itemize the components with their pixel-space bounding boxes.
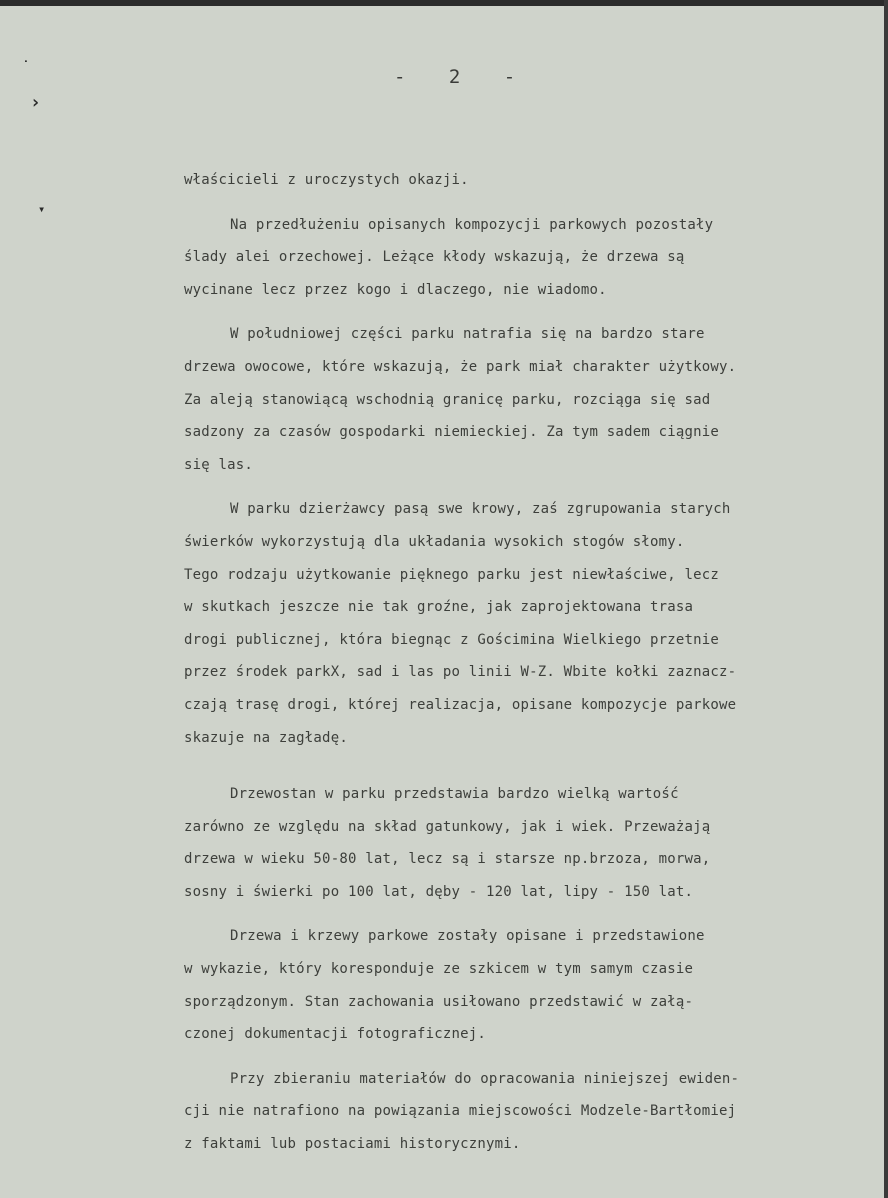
paragraph (184, 1063, 854, 1161)
page-number: - 2 - (394, 66, 532, 88)
text-line: Drzewa i krzewy parkowe zostały opisane i przedstawione (230, 928, 705, 945)
text-line: w skutkach jeszcze nie tak groźne, jak zaprojektowana trasa (184, 599, 694, 616)
text-line: skazuje na zagładę. (184, 729, 348, 746)
text-line: drogi publicznej, która biegnąc z Gościmina Wielkiego przetnie (184, 631, 719, 648)
scan-border-top (0, 0, 888, 6)
paragraph (184, 920, 854, 1050)
text-line: wycinane lecz przez kogo i dlaczego, nie wiadomo. (184, 281, 607, 298)
text-line: w wykazie, który koresponduje ze szkicem w tym samym czasie (184, 961, 694, 978)
text-line: Drzewostan w parku przedstawia bardzo wielką wartość (230, 786, 679, 803)
scan-border-right (884, 0, 888, 1198)
text-line: Tego rodzaju użytkowanie pięknego parku jest niewłaściwe, lecz (184, 566, 719, 583)
paragraph (184, 493, 854, 754)
body-text (184, 164, 854, 1161)
text-line: z faktami lub postaciami historycznymi. (184, 1136, 521, 1153)
punch-mark: › (30, 92, 41, 113)
punch-mark: ▾ (38, 202, 46, 216)
text-line: ślady alei orzechowej. Leżące kłody wskazują, że drzewa są (184, 249, 685, 266)
text-line: przez środek parkX, sad i las po linii W-Z. Wbite kołki zaznacz- (184, 664, 737, 681)
text-line: czają trasę drogi, której realizacja, opisane kompozycje parkowe (184, 696, 737, 713)
text-line: zarówno ze względu na skład gatunkowy, jak i wiek. Przeważają (184, 818, 711, 835)
text-line: W południowej części parku natrafia się na bardzo stare (230, 326, 705, 343)
text-line: W parku dzierżawcy pasą swe krowy, zaś zgrupowania starych (230, 501, 731, 518)
text-line: Za aleją stanowiącą wschodnią granicę parku, rozciąga się sad (184, 391, 711, 408)
text-line: Na przedłużeniu opisanych kompozycji parkowych pozostały (230, 216, 714, 233)
text-line: właścicieli z uroczystych okazji. (184, 172, 469, 188)
text-line: czonej dokumentacji fotograficznej. (184, 1026, 487, 1043)
paragraph (184, 209, 854, 307)
punch-mark: ˙ (22, 60, 30, 75)
text-line: drzewa w wieku 50-80 lat, lecz są i starsze np.brzoza, morwa, (184, 851, 711, 868)
text-line: cji nie natrafiono na powiązania miejscowości Modzele-Bartłomiej (184, 1103, 737, 1120)
text-line: sosny i świerki po 100 lat, dęby - 120 lat, lipy - 150 lat. (184, 883, 694, 900)
text-line: Przy zbieraniu materiałów do opracowania niniejszej ewiden- (230, 1070, 740, 1087)
text-line: się las. (184, 456, 254, 473)
paragraph (184, 778, 854, 908)
paragraph (184, 318, 854, 481)
paragraph (184, 164, 854, 197)
text-line: drzewa owocowe, które wskazują, że park miał charakter użytkowy. (184, 358, 737, 375)
text-line: sporządzonym. Stan zachowania usiłowano przedstawić w załą- (184, 993, 694, 1010)
text-line: świerków wykorzystują dla układania wysokich stogów słomy. (184, 533, 685, 550)
text-line: sadzony za czasów gospodarki niemieckiej. Za tym sadem ciągnie (184, 424, 719, 441)
